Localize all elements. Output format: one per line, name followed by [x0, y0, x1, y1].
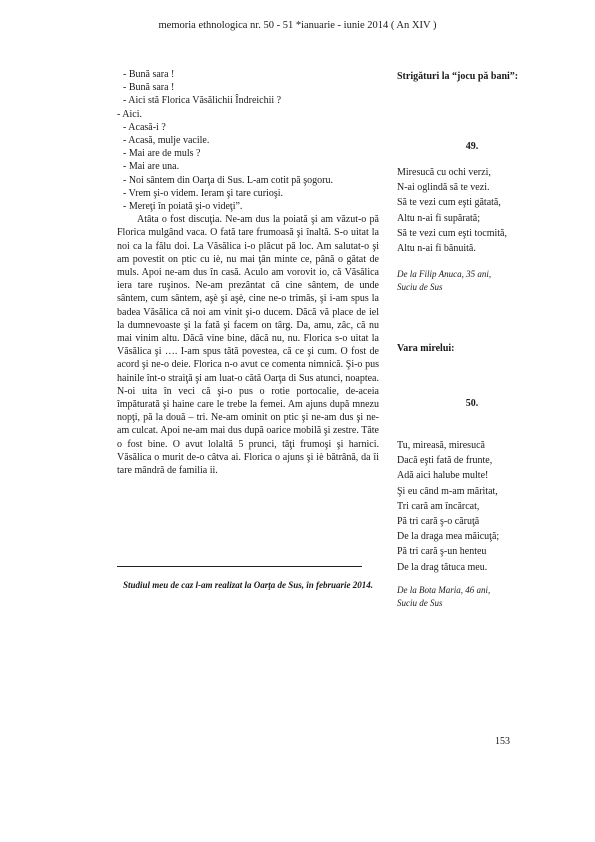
dialogue-line: - Aici.: [117, 108, 142, 120]
dialogue-list: [117, 68, 379, 213]
section-title-jocu-pa-bani: Strigături la “jocu pă bani”:: [397, 71, 519, 82]
source-line: De la Bota Maria, 46 ani,: [397, 585, 491, 595]
verse-line: Dacă eşti fată de frunte,: [397, 455, 493, 467]
dialogue-line: - Mereţi în poiată şi-o videţi”.: [123, 201, 243, 213]
verse-49: [397, 165, 567, 256]
verse-line: Pă tri cară ş-un henteu: [397, 546, 487, 558]
verse-line: Altu n-ai fi bănuită.: [397, 243, 476, 255]
verse-line: Adă aici halube multe!: [397, 470, 489, 482]
running-header: memoria ethnologica nr. 50 - 51 *ianuarie - iunie 2014 ( An XIV ): [158, 20, 437, 31]
dialogue-line: - Acasă, mulje vacile.: [123, 135, 210, 147]
verse-line: Să te vezi cum eşti tocmită,: [397, 227, 507, 239]
source-50: [397, 584, 547, 609]
source-49: [397, 268, 547, 293]
source-line: De la Filip Anuca, 35 ani,: [397, 269, 492, 279]
dialogue-line: - Bună sara !: [123, 82, 175, 94]
verse-number-50: 50.: [465, 398, 479, 409]
verse-line: Şi eu când m-am măritat,: [397, 485, 498, 497]
verse-line: Miresucă cu ochi verzi,: [397, 167, 491, 178]
dialogue-line: - Mai are de muls ?: [123, 148, 201, 160]
narrative-paragraph: Atâta o fost discuţia. Ne-am dus la poiată şi am văzut-o pă Florica mulgând vaca. O fată tare frumoasă şi înaltă. S-o uitat la noi ca la fălu doi. La Văsălica i-o plăcut pă loc. Am salutat-o şi am povestit on ptic cu iè, nu mai ţân minte ce, până o gătat de muls. Apoi ne-am dus în casă. Aculo am vorovit io, că Văsălica iera tare ruşinos. Ne-am prezântat că cine sântem, de unde sântem, cum sântem, aşè şi aşè, cine ne-o trimăs, şi i-am spus la badea Văsălica că noi am vinit şi-o ducem. Dăcă vă place de iel la dumnevoaste şi la fată şi facem on târg. Da, amu, zâc, că nu mai vinim altu. Dăcă vine bine, dăcă nu, nu. Florica s-o uitat la Văsălica şi …. I-am spus tătă povestea, că ce şi cum. O fost de acord şi ne-o deie. Florica n-o avut ce comenta nimnică. Şi-o pus hainile înt-o straiţă şi am luat-o cătă Oarţa di Sus atunci, noaptea. N-oi uita în veci că şi-o pus o rotie portocalie, de-aceia împăturată şi haine care le trebe la femei. Am ajuns după mnezu nopţi, pă la două – tri. Ne-am ominit on ptic şi ne-am dus şi ne-am culcat. Apoi ne-am mai dus după oarice mobilă şi zestre. Tăte o fost bine. O avut lolaltă 5 prunci, tăţi frumoşi şi harnici. Văsălica o murit de-o câtva ai. Florica o ajuns şi iè bătrână, da îi tare mândră de familia ii.: [117, 214, 379, 477]
dialogue-line: - Vrem şi-o videm. Ieram şi tare curioşi.: [123, 187, 283, 199]
footnote: Studiul meu de caz l-am realizat la Oarţa de Sus, în februarie 2014.: [122, 580, 374, 590]
verse-number-49: 49.: [465, 141, 479, 152]
dialogue-line: - Aici stă Florica Văsălichii Îndreichii ?: [123, 95, 282, 107]
verse-line: Tri cară am încărcat,: [397, 500, 480, 512]
verse-line: Tu, mireasă, miresucă: [397, 440, 485, 451]
dialogue-line: - Acasă-i ?: [123, 121, 166, 133]
footnote-rule: [117, 566, 362, 567]
verse-line: De la draga mea măicuţă;: [397, 531, 500, 543]
verse-line: Altu n-ai fi supărată;: [397, 212, 481, 224]
left-column: [117, 68, 379, 477]
source-line: Suciu de Sus: [397, 281, 443, 292]
dialogue-line: - Bună sara !: [123, 69, 175, 80]
verse-line: N-ai oglindă să te vezi.: [397, 182, 490, 194]
dialogue-line: - Mai are una.: [123, 161, 180, 173]
verse-line: De la drag tătuca meu.: [397, 561, 488, 573]
verse-line: Să te vezi cum eşti gătată,: [397, 197, 501, 209]
page-number: 153: [495, 736, 510, 747]
dialogue-line: - Noi sântem din Oarţa di Sus. L-am cotit pă şogoru.: [123, 174, 333, 186]
section-title-vara-mirelui: Vara mirelui:: [397, 343, 455, 354]
verse-50: [397, 438, 567, 575]
source-line: Suciu de Sus: [397, 597, 443, 608]
verse-line: Pă tri cară ş-o căruţă: [397, 516, 480, 528]
